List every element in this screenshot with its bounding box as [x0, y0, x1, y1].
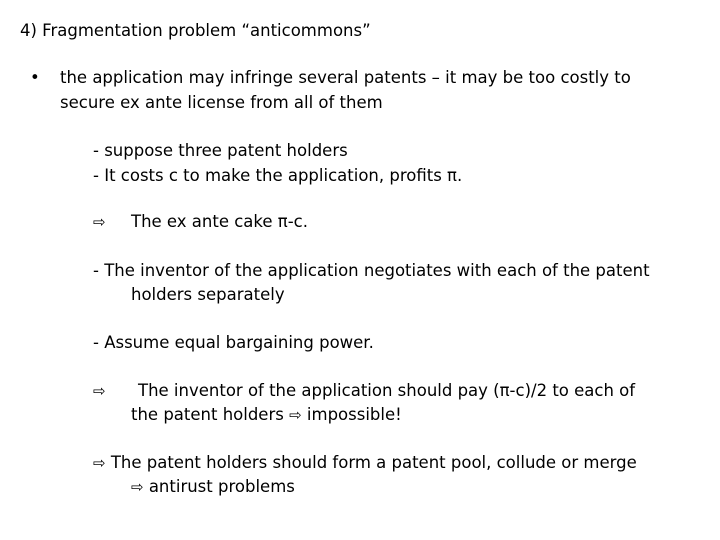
cake-text: The ex ante cake π-c. — [131, 212, 308, 231]
negotiate-line-2: holders separately — [131, 285, 285, 304]
implies-arrow-icon: ⇨ — [289, 406, 302, 424]
dash-item-patent-holders: - suppose three patent holders — [93, 141, 348, 160]
pool-text: The patent holders should form a patent pool, collude or merge — [105, 453, 637, 472]
antitrust-text: antirust problems — [143, 477, 295, 496]
antitrust-line — [131, 476, 295, 498]
pay-line-2-end: impossible! — [301, 405, 402, 424]
pay-line-2-start: the patent holders — [131, 405, 290, 424]
pool-line — [93, 452, 637, 474]
pay-line-2 — [131, 404, 402, 426]
assume-text: - Assume equal bargaining power. — [93, 333, 374, 352]
bullet-text-line-1: the application may infringe several patents – it may be too costly to — [60, 68, 631, 87]
bullet-marker: • — [30, 68, 40, 87]
negotiate-line-1: - The inventor of the application negotiates with each of the patent — [93, 261, 650, 280]
implies-arrow-icon: ⇨ — [93, 454, 106, 472]
implies-arrow-icon: ⇨ — [93, 213, 106, 231]
implies-arrow-icon: ⇨ — [93, 382, 106, 400]
dash-item-costs: - It costs c to make the application, profits π. — [93, 166, 463, 185]
implies-arrow-icon: ⇨ — [131, 478, 144, 496]
bullet-text-line-2: secure ex ante license from all of them — [60, 93, 383, 112]
pay-line-1: The inventor of the application should pay (π-c)/2 to each of — [138, 381, 636, 400]
slide-heading: 4) Fragmentation problem “anticommons” — [20, 21, 371, 40]
